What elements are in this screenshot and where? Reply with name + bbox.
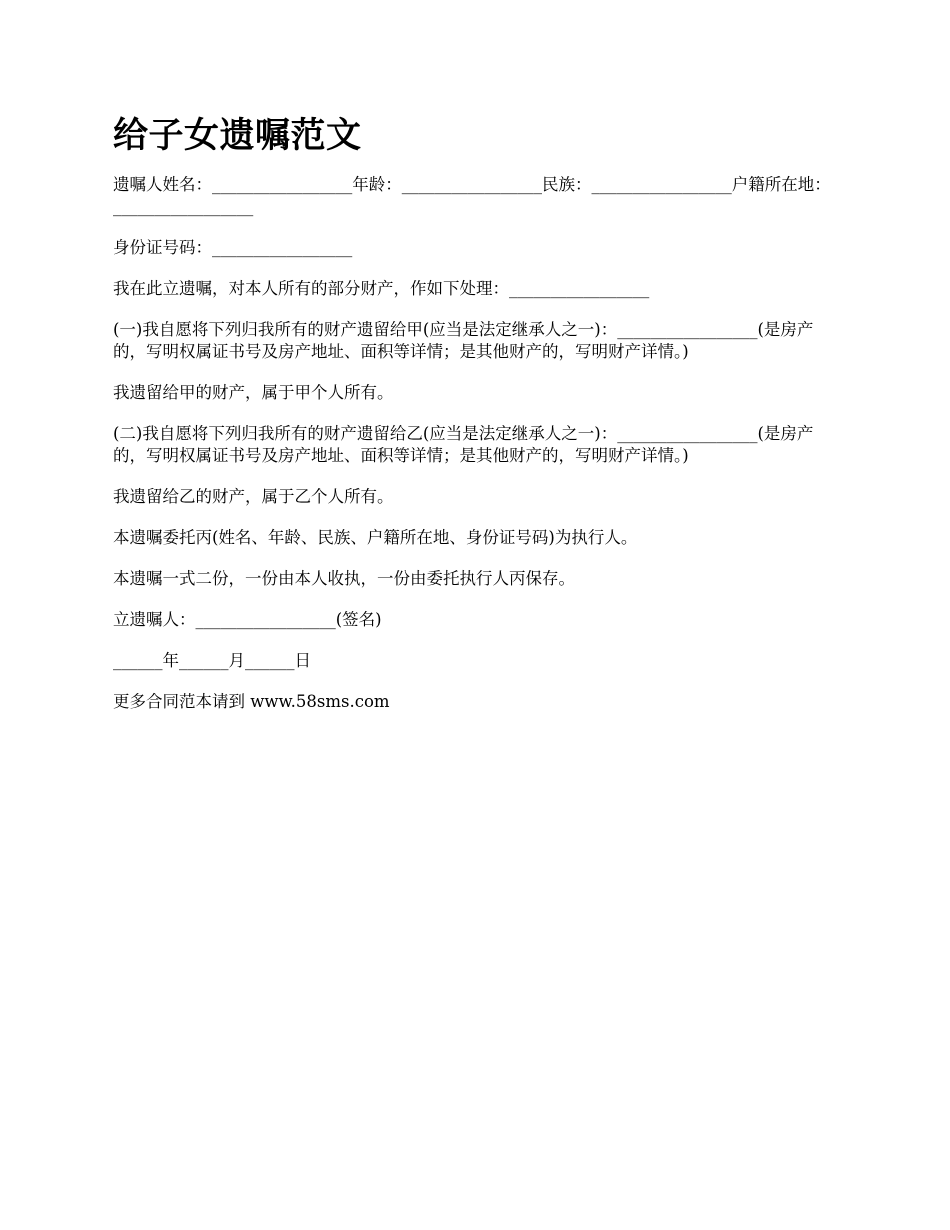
document-title: 给子女遗嘱范文 — [113, 115, 362, 156]
declaration-paragraph: 我在此立遗嘱，对本人所有的部分财产，作如下处理：_________________ — [113, 279, 650, 298]
ownership-a-paragraph: 我遗留给甲的财产，属于甲个人所有。 — [113, 383, 394, 402]
testator-info-paragraph: 遗嘱人姓名：_________________年龄：_________________民族：_________________户籍所在地：_________________ — [113, 175, 831, 216]
document-page — [113, 112, 837, 732]
copies-paragraph: 本遗嘱一式二份，一份由本人收执，一份由委托执行人丙保存。 — [113, 569, 575, 588]
id-number-paragraph: 身份证号码：_________________ — [113, 238, 353, 257]
signature-line: 立遗嘱人：_________________(签名) — [113, 610, 382, 629]
bequest-b-paragraph: (二)我自愿将下列归我所有的财产遗留给乙(应当是法定继承人之一)：_________________(是房产的，写明权属证书号及房产地址、面积等详情；是其他财产的，写明财产详情。) — [113, 424, 814, 465]
executor-paragraph: 本遗嘱委托丙(姓名、年龄、民族、户籍所在地、身份证号码)为执行人。 — [113, 528, 638, 547]
date-line: ______年______月______日 — [113, 651, 311, 670]
footer-link-text: 更多合同范本请到 www.58sms.com — [113, 692, 390, 711]
bequest-a-paragraph: (一)我自愿将下列归我所有的财产遗留给甲(应当是法定继承人之一)：_________________(是房产的，写明权属证书号及房产地址、面积等详情；是其他财产的，写明财产详情。) — [113, 320, 814, 361]
ownership-b-paragraph: 我遗留给乙的财产，属于乙个人所有。 — [113, 487, 394, 506]
